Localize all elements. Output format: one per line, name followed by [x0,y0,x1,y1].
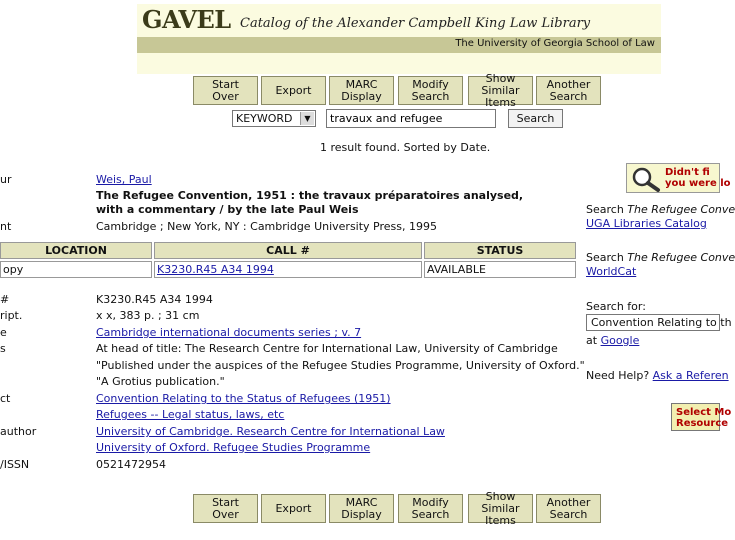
uga-catalog-link[interactable]: UGA Libraries Catalog [586,217,707,230]
call-number-header: CALL # [154,242,422,259]
notes-label: s [0,342,6,355]
imprint-value: Cambridge ; New York, NY : Cambridge University Press, 1995 [96,220,437,233]
call-value: K3230.R45 A34 1994 [96,293,213,306]
google-link[interactable]: Google [600,334,640,347]
note-1: At head of title: The Research Centre for International Law, University of Cambridge [96,342,558,355]
call-label: # [0,293,10,306]
show-similar-items-button-bottom[interactable]: Show Similar Items [468,494,533,523]
author-link[interactable]: Weis, Paul [96,173,152,186]
record-title: The Refugee Convention, 1951 : the travaux préparatoires analysed, with a commentary / by the late Paul Weis [96,189,524,216]
another-search-button[interactable]: Another Search [536,76,601,105]
series-link[interactable]: Cambridge international documents series ; v. 7 [96,326,362,339]
magnifier-icon [630,166,662,192]
catalog-subtitle: Catalog of the Alexander Campbell King Law Library [240,16,591,31]
university-name: The University of Georgia School of Law [455,38,655,49]
modify-search-button[interactable]: Modify Search [398,76,463,105]
header-banner [137,4,661,74]
google-search-input[interactable]: Convention Relating to th [586,314,720,331]
search-input[interactable] [326,109,496,128]
descript-value: x x, 383 p. ; 31 cm [96,309,200,322]
addauthor-link-1[interactable]: University of Cambridge. Research Centre for International Law [96,425,445,438]
note-2: "Published under the auspices of the Refugee Studies Programme, University of Oxford." [96,359,585,372]
chevron-down-icon: ▼ [300,112,314,125]
note-3: "A Grotius publication." [96,375,225,388]
result-count: 1 result found. Sorted by Date. [320,141,491,154]
modify-search-button-bottom[interactable]: Modify Search [398,494,463,523]
start-over-button-bottom[interactable]: Start Over [193,494,258,523]
search-for-label: Search for: [586,300,646,313]
worldcat-link[interactable]: WorldCat [586,265,637,278]
search-title-text-2: Search The Refugee Conve [586,251,735,264]
start-over-button[interactable]: Start Over [193,76,258,105]
status-header: STATUS [424,242,576,259]
status-cell: AVAILABLE [424,261,576,278]
gavel-logo: GAVEL [142,5,231,34]
search-type-select[interactable]: KEYWORD ▼ [232,110,316,127]
subject-link-1[interactable]: Convention Relating to the Status of Refugees (1951) [96,392,391,405]
isbn-value: 0521472954 [96,458,166,471]
location-cell: opy [0,261,152,278]
subject-label: ct [0,392,11,405]
location-header: LOCATION [0,242,152,259]
another-search-button-bottom[interactable]: Another Search [536,494,601,523]
university-bar [137,37,661,53]
series-label: e [0,326,7,339]
marc-display-button-bottom[interactable]: MARC Display [329,494,394,523]
google-line: at Google [586,334,640,347]
show-similar-items-button[interactable]: Show Similar Items [468,76,533,105]
export-button[interactable]: Export [261,76,326,105]
search-title-text-1: Search The Refugee Conve [586,203,735,216]
addauthor-link-2[interactable]: University of Oxford. Refugee Studies Programme [96,441,371,454]
author-label: ur [0,173,12,186]
marc-display-button[interactable]: MARC Display [329,76,394,105]
export-button-bottom[interactable]: Export [261,494,326,523]
imprint-label: nt [0,220,12,233]
isbn-label: /ISSN [0,458,30,471]
search-button[interactable]: Search [508,109,563,128]
descript-label: ript. [0,309,23,322]
call-number-cell [154,261,422,278]
call-number-link[interactable]: K3230.R45 A34 1994 [157,263,274,276]
addauthor-label: author [0,425,37,438]
ask-reference-link[interactable]: Ask a Referen [652,369,729,382]
didnt-find-banner[interactable]: Didn't fi you were lo [626,163,720,193]
subject-link-2[interactable]: Refugees -- Legal status, laws, etc [96,408,285,421]
select-more-resources-button[interactable]: Select Mo Resource [671,403,720,431]
need-help-line: Need Help? Ask a Referen [586,369,729,382]
